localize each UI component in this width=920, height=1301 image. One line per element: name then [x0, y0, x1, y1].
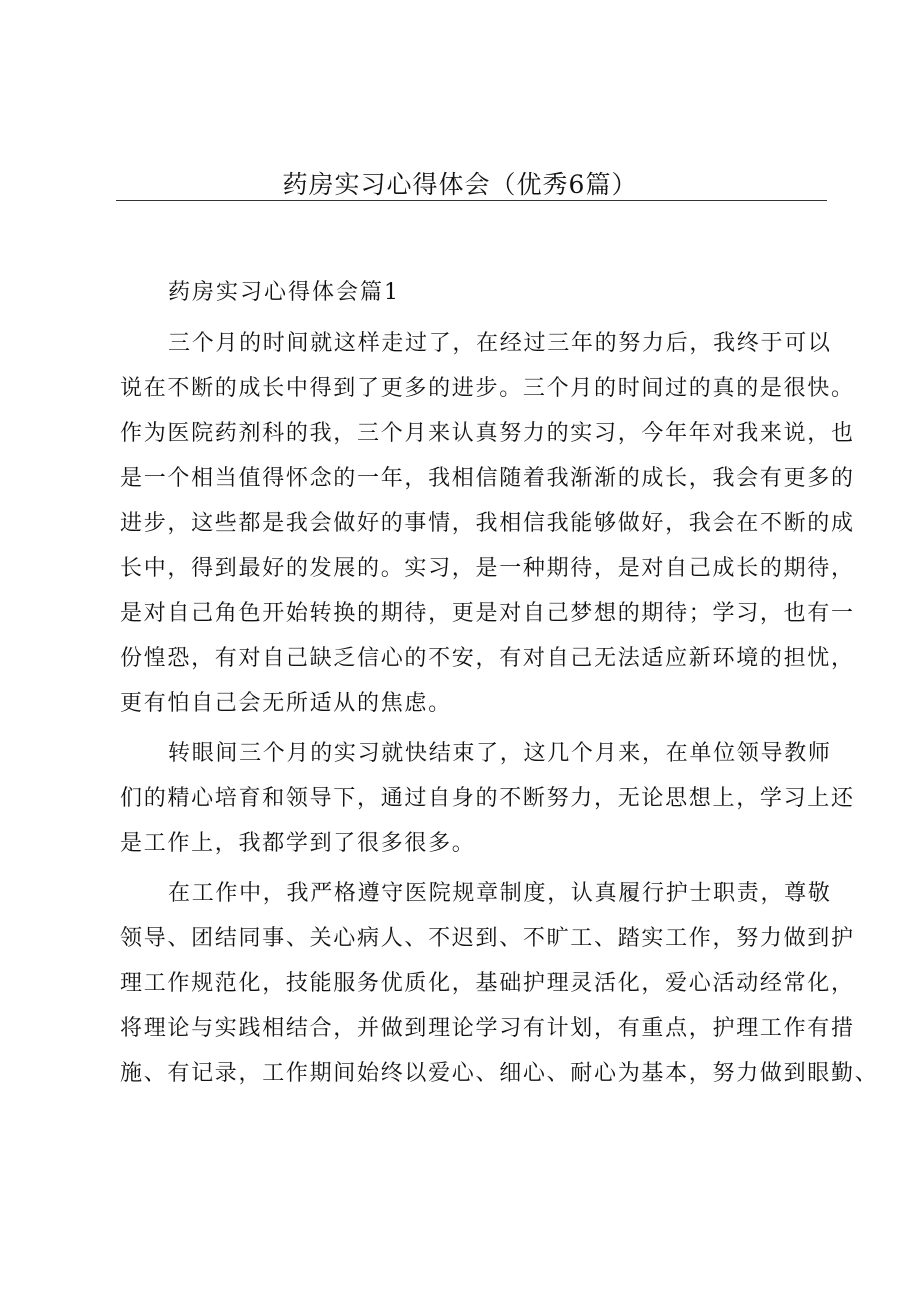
paragraph-line: 在工作中，我严格遵守医院规章制度，认真履行护士职责，尊敬 [168, 881, 832, 906]
paragraph-3 [120, 871, 879, 1096]
paragraph-line: 施、有记录，工作期间始终以爱心、细心、耐心为基本，努力做到眼勤、 [120, 1061, 879, 1086]
paragraph-1 [120, 321, 855, 726]
paragraph-line: 是对自己角色开始转换的期待，更是对自己梦想的期待；学习，也有一 [120, 601, 855, 626]
paragraph-line: 们的精心培育和领导下，通过自身的不断努力，无论思想上，学习上还 [120, 786, 855, 811]
paragraph-line: 理工作规范化，技能服务优质化，基础护理灵活化，爱心活动经常化， [120, 971, 855, 996]
paragraph-line: 更有怕自己会无所适从的焦虑。 [120, 691, 452, 716]
title-divider [116, 200, 827, 201]
paragraph-line: 份惶恐，有对自己缺乏信心的不安，有对自己无法适应新环境的担忧， [120, 646, 855, 671]
paragraph-line: 作为医院药剂科的我，三个月来认真努力的实习，今年年对我来说，也 [120, 421, 855, 446]
body-text [120, 321, 879, 1096]
document-title: 药房实习心得体会（优秀6篇） [282, 170, 638, 199]
paragraph-line: 说在不断的成长中得到了更多的进步。三个月的时间过的真的是很快。 [120, 376, 855, 401]
paragraph-line: 长中，得到最好的发展的。实习，是一种期待，是对自己成长的期待， [120, 556, 855, 581]
paragraph-line: 将理论与实践相结合，并做到理论学习有计划，有重点，护理工作有措 [120, 1016, 855, 1041]
paragraph-line: 进步，这些都是我会做好的事情，我相信我能够做好，我会在不断的成 [120, 511, 855, 536]
paragraph-line: 转眼间三个月的实习就快结束了，这几个月来，在单位领导教师 [168, 741, 832, 766]
paragraph-line: 领导、团结同事、关心病人、不迟到、不旷工、踏实工作，努力做到护 [120, 926, 855, 951]
paragraph-line: 是一个相当值得怀念的一年，我相信随着我渐渐的成长，我会有更多的 [120, 466, 855, 491]
paragraph-2 [120, 731, 855, 866]
paragraph-line: 是工作上，我都学到了很多很多。 [120, 831, 476, 856]
section-heading: 药房实习心得体会篇1 [168, 280, 400, 305]
paragraph-line: 三个月的时间就这样走过了，在经过三年的努力后，我终于可以 [168, 331, 832, 356]
